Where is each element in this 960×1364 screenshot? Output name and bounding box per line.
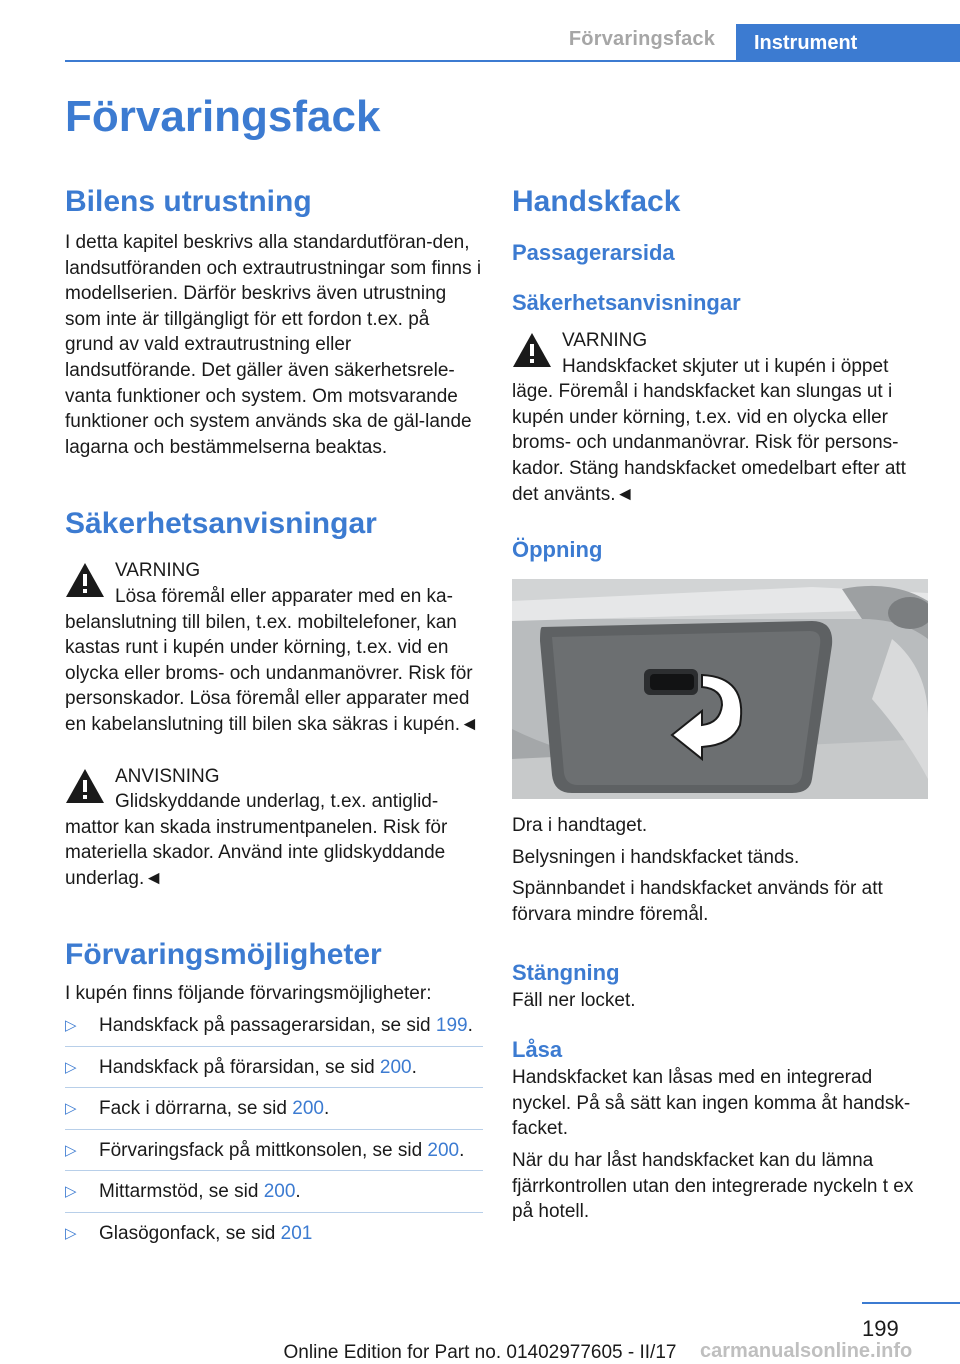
glovebox-photo — [512, 579, 928, 799]
closing-heading: Stängning — [512, 959, 620, 985]
notice-text: Glidskyddande underlag, t.ex. antiglid-mattor kan skada instrumentpanelen. Risk för materiella skador. Använd inte glidskyddande underlag.◄ — [65, 791, 448, 889]
right-warning-box — [512, 328, 932, 507]
passenger-heading: Passagerarsida — [512, 240, 675, 265]
section-tab[interactable]: Förvaringsfack — [568, 28, 716, 50]
list-item: ▷ Mittarmstöd, se sid 200. — [65, 1179, 483, 1213]
chapter-tab[interactable]: Instrument — [736, 24, 960, 62]
opening-heading: Öppning — [512, 537, 603, 563]
warning-label: VARNING — [562, 330, 648, 351]
page-link[interactable]: 200 — [292, 1098, 324, 1120]
lock-text-1: Handskfacket kan låsas med en integrerad nyckel. På så sätt kan ingen komma åt handsk-facket. — [512, 1067, 911, 1140]
right-column — [512, 182, 932, 1225]
page-link[interactable]: 200 — [263, 1181, 296, 1203]
page-number: 199 — [862, 1316, 899, 1341]
glovebox-heading: Handskfack — [512, 185, 681, 218]
page-link[interactable]: 201 — [280, 1223, 313, 1245]
list-item: ▷ Glasögonfack, se sid 201 — [65, 1221, 483, 1254]
footer-rule — [862, 1302, 960, 1304]
opening-step-1: Dra i handtaget. — [512, 815, 648, 837]
lock-heading: Låsa — [512, 1037, 563, 1063]
page-link[interactable]: 200 — [427, 1139, 460, 1161]
bullet-triangle-icon: ▷ — [65, 1100, 77, 1118]
notice-triangle-icon — [65, 768, 105, 804]
list-item: ▷ Förvaringsfack på mittkonsolen, se sid 200. — [65, 1138, 483, 1172]
bullet-triangle-icon: ▷ — [65, 1058, 77, 1076]
warning-box — [65, 558, 483, 737]
warning-triangle-icon — [512, 332, 552, 368]
page-link[interactable]: 199 — [435, 1015, 468, 1037]
left-column — [65, 182, 483, 1262]
closing-text: Fäll ner locket. — [512, 989, 636, 1011]
warning-triangle-icon — [65, 562, 105, 598]
watermark-brand: carmanualsonline.info — [700, 1340, 913, 1362]
opening-step-2: Belysningen i handskfacket tänds. — [512, 846, 800, 868]
opening-step-3: Spännbandet i handskfacket används för att förvara mindre föremål. — [512, 878, 883, 925]
storage-heading: Förvaringsmöjligheter — [65, 938, 382, 972]
right-safety-heading: Säkerhetsanvisningar — [512, 290, 741, 315]
edition-footer: Online Edition for Part no. 01402977605 - II/17 — [283, 1342, 677, 1363]
bullet-triangle-icon: ▷ — [65, 1225, 77, 1243]
list-item: ▷ Handskfack på förarsidan, se sid 200. — [65, 1055, 483, 1089]
header-rule — [65, 60, 960, 62]
bullet-triangle-icon: ▷ — [65, 1141, 77, 1159]
bullet-triangle-icon: ▷ — [65, 1017, 77, 1035]
page-header — [0, 0, 960, 62]
equipment-heading: Bilens utrustning — [65, 185, 312, 218]
notice-label: ANVISNING — [115, 765, 220, 787]
safety-heading: Säkerhetsanvisningar — [65, 507, 377, 541]
page-title: Förvaringsfack — [65, 92, 381, 141]
warning-text: Handskfacket skjuter ut i kupén i öppet läge. Föremål i handskfacket kan slungas ut i kupén under körning, t.ex. vid en olycka eller broms- och undanmanövrar. Risk för persons-kador. Stäng handskfacket omedelbart efter att det använts.◄ — [512, 355, 906, 505]
list-item: ▷ Fack i dörrarna, se sid 200. — [65, 1096, 483, 1130]
storage-intro: I kupén finns följande förvaringsmöjligheter: — [65, 983, 432, 1005]
bullet-triangle-icon: ▷ — [65, 1183, 77, 1201]
equipment-text: I detta kapitel beskrivs alla standardutföran-den, landsutföranden och extrautrustningar som finns i modellserien. Därför beskrivs även utrustning som inte är tillgängligt för ett fordon t.ex. på grund av vald extrautrustning eller landsutförande. Det gäller även säkerhetsrele-vanta funktioner och system. Om motsvarande funktioner och system används ska de gäl-lande lagarna och bestämmelserna beaktas. — [65, 232, 482, 458]
warning-label: VARNING — [115, 560, 201, 582]
storage-list — [65, 1013, 483, 1254]
lock-text-2: När du har låst handskfacket kan du lämna fjärrkontrollen utan den integrerade nyckeln t ex på hotell. — [512, 1149, 914, 1223]
notice-box — [65, 764, 483, 892]
list-item: ▷ Handskfack på passagerarsidan, se sid 199. — [65, 1013, 483, 1047]
warning-text: Lösa föremål eller apparater med en ka-belanslutning till bilen, t.ex. mobiltelefoner, kan kastas runt i kupén under körning, t.ex. vid en olycka eller broms- och undanmanövrer. Risk för personskador. Lösa föremål eller apparater med en kabelanslutning till bilen ska säkras i kupén.◄ — [65, 585, 479, 735]
page-link[interactable]: 200 — [379, 1056, 412, 1078]
